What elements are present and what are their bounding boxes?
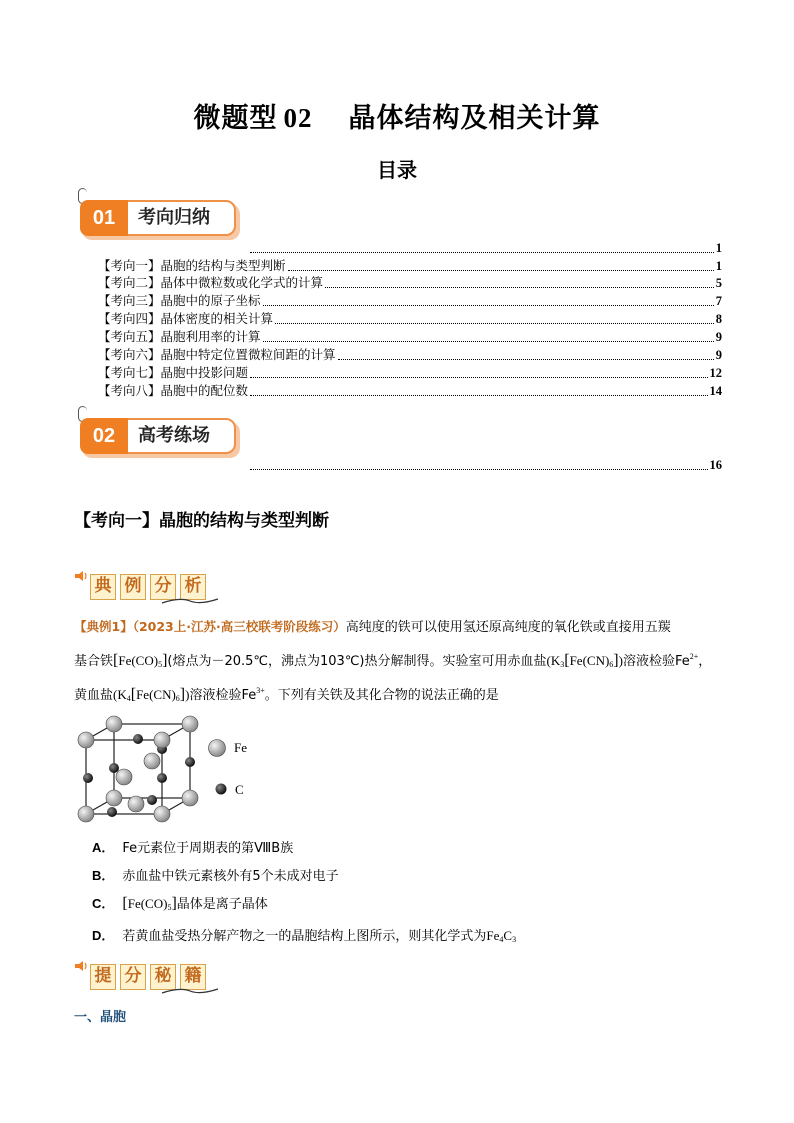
fe-atom-icon [207,738,227,758]
option-c[interactable]: C． $[Fe(CO)_5]$晶体是离子晶体 [92,895,268,912]
toc-heading: 目录 [377,158,417,182]
part-title: 一、晶胞 [74,1010,127,1025]
title-code: 02 [283,103,313,133]
toc-page: 1 [715,241,722,255]
swirl-decoration [160,597,220,605]
toc-entry-section1[interactable] [248,239,722,256]
title-topic: 晶体结构及相关计算 [348,103,601,134]
crystal-structure-figure [70,712,210,828]
example-line-3: 黄血盐$(K_4[Fe(CN)_6])$溶液检验$Fe^{3+}$。下列有关铁及其化合物的说法正确的是 [74,686,499,703]
legend-c: C [235,782,244,797]
page-title [0,96,794,135]
toc-entry[interactable]: 【考向五】晶胞利用率的计算 9 [98,329,722,344]
section-badge-2 [72,406,248,466]
example-analysis-label: 典 例 分 析 [74,568,234,602]
toc-entry[interactable]: 【考向八】晶胞中的配位数 14 [98,383,722,398]
section-number: 01 [80,200,128,236]
topic-heading: 【考向一】晶胞的结构与类型判断 [74,511,329,531]
section-number: 02 [80,418,128,454]
toc-entry[interactable]: 【考向一】晶胞的结构与类型判断 1 [98,258,722,273]
option-d[interactable]: D． 若黄血盐受热分解产物之一的晶胞结构上图所示，则其化学式为$Fe_4C_3$ [92,928,517,944]
toc-entry[interactable]: 【考向三】晶胞中的原子坐标 7 [98,293,722,308]
section-badge-1 [72,188,248,248]
swirl-decoration [160,987,220,995]
toc-entry-section2[interactable] [248,456,722,473]
tips-label: 提 分 秘 籍 [74,958,234,992]
example-line-1: 【典例1】（2023上·江苏·高三校联考阶段练习）高纯度的铁可以使用氢还原高纯度的氧化铁或直接用五羰 [74,619,671,635]
toc-entry[interactable]: 【考向二】晶体中微粒数或化学式的计算 5 [98,275,722,290]
section-label: 考向归纳 [138,207,210,228]
example-source: （2023上·江苏·高三校联考阶段练习） [132,619,346,634]
legend-fe: Fe [234,740,247,755]
toc-entry[interactable]: 【考向六】晶胞中特定位置微粒间距的计算 9 [98,347,722,362]
toc-entry[interactable]: 【考向四】晶体密度的相关计算 8 [98,311,722,326]
option-a[interactable]: A． Fe元素位于周期表的第ⅧB族 [92,840,294,856]
speaker-icon [74,960,88,972]
title-main: 微题型 [193,103,278,134]
toc-entry[interactable]: 【考向七】晶胞中投影问题 12 [98,365,722,380]
section-label: 高考练场 [138,425,210,446]
example-tag: 【典例1】 [74,619,133,634]
c-atom-icon [214,782,228,796]
toc-page: 16 [709,458,722,472]
option-b[interactable]: B． 赤血盐中铁元素核外有5个未成对电子 [92,868,339,884]
speaker-icon [74,570,88,582]
example-line-2: 基合铁$[Fe(CO)_5]$(熔点为－20.5℃，沸点为103℃)热分解制得。实验室可用赤血盐$(K_3[Fe(CN)_6])$溶液检验$Fe^{2+}$， [74,652,712,669]
